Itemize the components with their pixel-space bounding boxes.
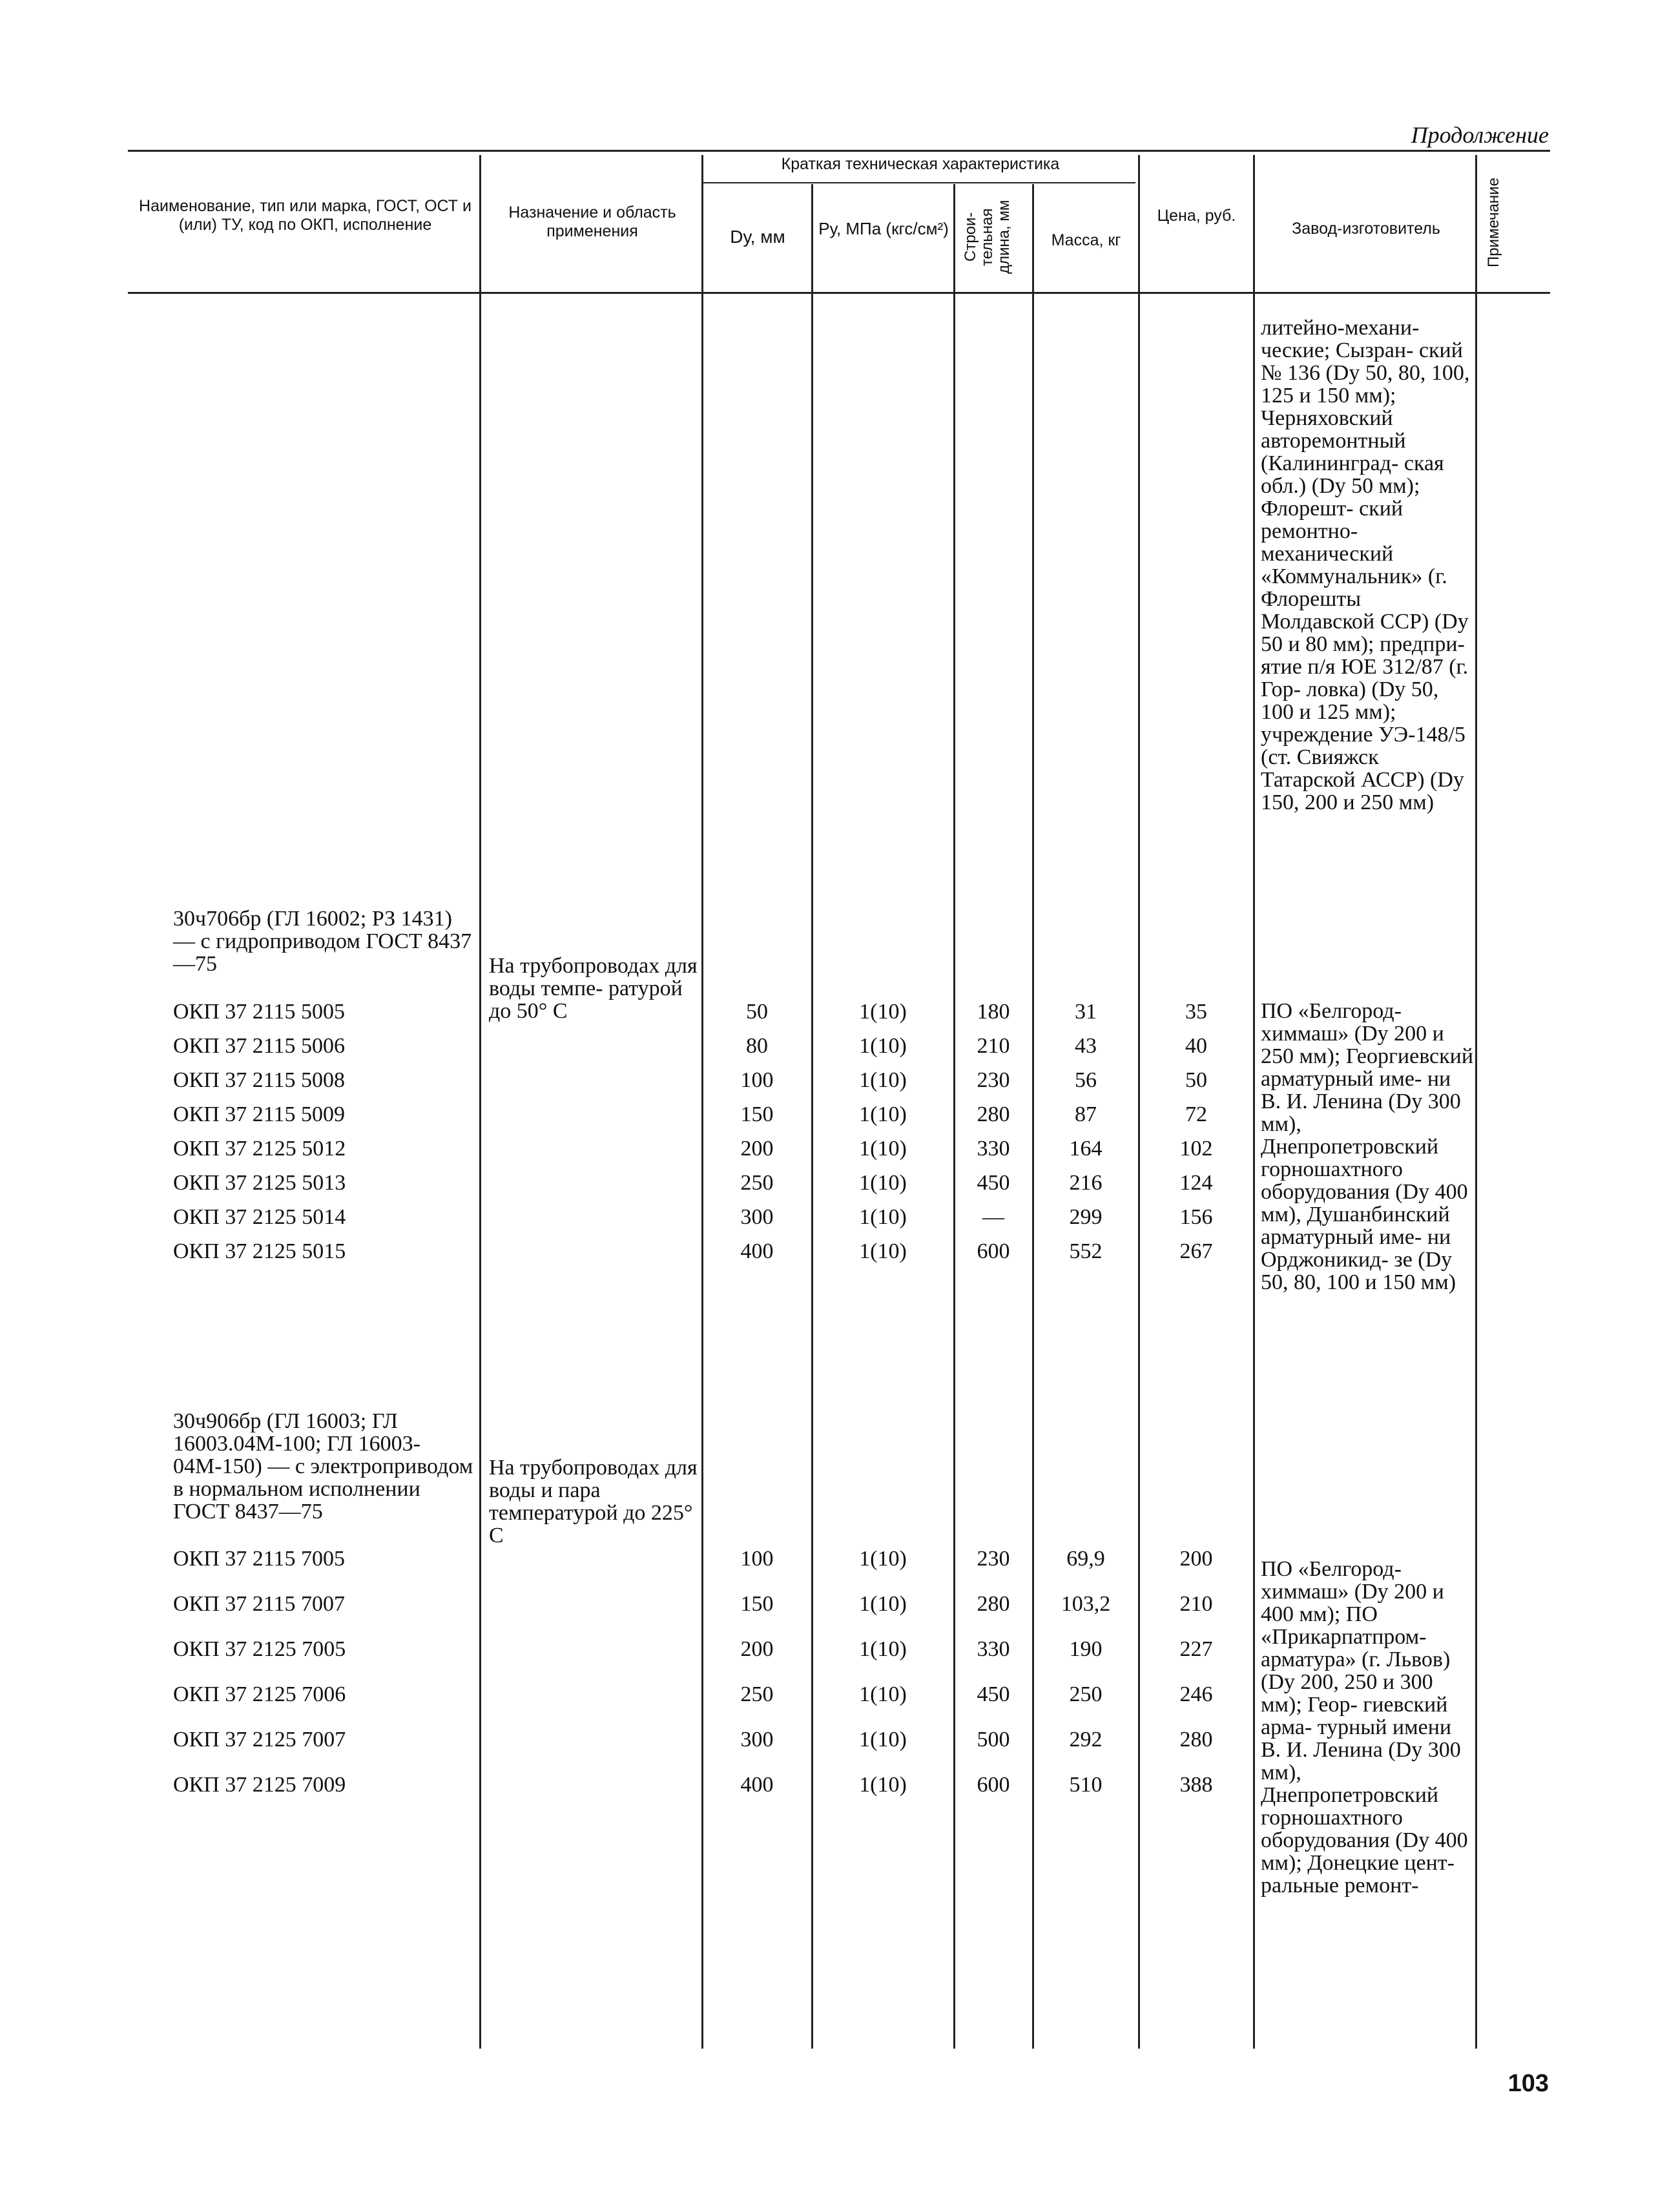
okp-code: ОКП 37 2115 5008 <box>173 1068 346 1092</box>
cell-py: 1(10) <box>859 1239 907 1263</box>
cell-len: 600 <box>977 1773 1010 1797</box>
okp-code: ОКП 37 2125 7009 <box>173 1773 346 1797</box>
cell-py: 1(10) <box>859 1205 907 1229</box>
okp-code: ОКП 37 2115 7005 <box>173 1547 346 1571</box>
header-name: Наименование, тип или марка, ГОСТ, ОСТ и (или) ТУ, код по ОКП, исполнение <box>139 197 471 234</box>
okp-code: ОКП 37 2115 5005 <box>173 1000 346 1024</box>
cell-len: 330 <box>977 1637 1010 1661</box>
cell-len: 330 <box>977 1137 1010 1161</box>
okp-code: ОКП 37 2125 7005 <box>173 1637 346 1661</box>
cell-dy: 250 <box>740 1682 774 1706</box>
cell-dy: 250 <box>740 1171 774 1195</box>
cell-mass: 31 <box>1075 1000 1097 1024</box>
okp-code: ОКП 37 2115 5009 <box>173 1102 346 1126</box>
cell-dy: 150 <box>740 1592 774 1616</box>
header-price: Цена, руб. <box>1157 207 1236 225</box>
cell-dy: 80 <box>746 1034 768 1058</box>
okp-code: ОКП 37 2125 7007 <box>173 1728 346 1752</box>
col-divider-6 <box>1138 155 1140 2049</box>
cell-mass: 250 <box>1069 1682 1103 1706</box>
cell-py: 1(10) <box>859 1773 907 1797</box>
cell-py: 1(10) <box>859 1637 907 1661</box>
cell-dy: 300 <box>740 1205 774 1229</box>
cell-dy: 300 <box>740 1728 774 1752</box>
cell-py: 1(10) <box>859 1171 907 1195</box>
okp-code: ОКП 37 2115 7007 <box>173 1592 346 1616</box>
cell-dy: 400 <box>740 1239 774 1263</box>
cell-py: 1(10) <box>859 1682 907 1706</box>
cell-dy: 100 <box>740 1547 774 1571</box>
header-length: Строи- тельная длина, мм <box>962 200 1013 274</box>
cell-len: 450 <box>977 1171 1010 1195</box>
header-dy: Dу, мм <box>730 227 785 247</box>
col-divider-5 <box>1032 184 1034 2049</box>
okp-code: ОКП 37 2125 5012 <box>173 1137 346 1161</box>
cell-price: 227 <box>1179 1637 1213 1661</box>
cell-dy: 200 <box>740 1137 774 1161</box>
okp-code: ОКП 37 2115 5006 <box>173 1034 346 1058</box>
cell-mass: 510 <box>1069 1773 1103 1797</box>
section1-plant: ПО «Белгород- химмаш» (Dу 200 и 250 мм); Георгиевский арматурный име- ни В. И. Ленина (Dу 300 мм), Днепропетровский горношахтного оборудования (Dу 400 мм), Душанбинский арматурный име- ни Орджоникид- зе (Dу 50, 80, 100 и 150 мм) <box>1261 999 1474 1294</box>
continuation-label: Продолжение <box>1411 122 1549 148</box>
cell-py: 1(10) <box>859 1547 907 1571</box>
header-plant: Завод-изготовитель <box>1292 220 1440 238</box>
okp-code: ОКП 37 2125 5013 <box>173 1171 346 1195</box>
cell-len: 600 <box>977 1239 1010 1263</box>
section1-purpose: На трубопроводах для воды темпе- ратурой до 50° С <box>489 954 698 1023</box>
header-group-title: Краткая техническая характеристика <box>781 155 1060 173</box>
cell-mass: 299 <box>1069 1205 1103 1229</box>
cell-price: 280 <box>1179 1728 1213 1752</box>
header-purpose: Назначение и область применения <box>508 203 676 240</box>
cell-price: 246 <box>1179 1682 1213 1706</box>
cell-dy: 150 <box>740 1102 774 1126</box>
cell-py: 1(10) <box>859 1034 907 1058</box>
group-underline <box>703 182 1135 183</box>
cell-py: 1(10) <box>859 1728 907 1752</box>
cell-len: — <box>982 1205 1004 1229</box>
col-divider-1 <box>479 155 481 2049</box>
cell-py: 1(10) <box>859 1592 907 1616</box>
cell-price: 72 <box>1185 1102 1207 1126</box>
cell-price: 40 <box>1185 1034 1207 1058</box>
cell-mass: 164 <box>1069 1137 1103 1161</box>
cell-len: 280 <box>977 1102 1010 1126</box>
cell-len: 280 <box>977 1592 1010 1616</box>
cell-mass: 190 <box>1069 1637 1103 1661</box>
cell-mass: 69,9 <box>1066 1547 1105 1571</box>
cell-py: 1(10) <box>859 1137 907 1161</box>
cell-mass: 552 <box>1069 1239 1103 1263</box>
cell-py: 1(10) <box>859 1000 907 1024</box>
section1-name: 30ч706бр (ГЛ 16002; РЗ 1431) — с гидроприводом ГОСТ 8437—75 <box>173 907 472 976</box>
cell-dy: 200 <box>740 1637 774 1661</box>
cell-len: 230 <box>977 1068 1010 1092</box>
cell-price: 267 <box>1179 1239 1213 1263</box>
col-divider-4 <box>953 184 955 2049</box>
section2-name: 30ч906бр (ГЛ 16003; ГЛ 16003.04М-100; ГЛ 16003-04М-150) — с электроприводом в нормальном исполнении ГОСТ 8437—75 <box>173 1409 473 1524</box>
cell-mass: 87 <box>1075 1102 1097 1126</box>
cell-price: 210 <box>1179 1592 1213 1616</box>
cell-mass: 103,2 <box>1061 1592 1111 1616</box>
cell-py: 1(10) <box>859 1102 907 1126</box>
header-mass: Масса, кг <box>1051 231 1121 249</box>
table-top-rule <box>128 150 1550 152</box>
cell-py: 1(10) <box>859 1068 907 1092</box>
col-divider-8 <box>1475 155 1477 2049</box>
page-number: 103 <box>1507 2070 1549 2097</box>
cell-dy: 400 <box>740 1773 774 1797</box>
cell-price: 124 <box>1179 1171 1213 1195</box>
okp-code: ОКП 37 2125 7006 <box>173 1682 346 1706</box>
cell-mass: 56 <box>1075 1068 1097 1092</box>
cell-price: 35 <box>1185 1000 1207 1024</box>
col-divider-3 <box>811 184 813 2049</box>
cell-len: 500 <box>977 1728 1010 1752</box>
cell-price: 156 <box>1179 1205 1213 1229</box>
cell-price: 50 <box>1185 1068 1207 1092</box>
col-divider-2 <box>701 155 703 2049</box>
cell-len: 180 <box>977 1000 1010 1024</box>
cell-len: 210 <box>977 1034 1010 1058</box>
section2-purpose: На трубопроводах для воды и пара температурой до 225° С <box>489 1456 698 1547</box>
okp-code: ОКП 37 2125 5014 <box>173 1205 346 1229</box>
section2-plant: ПО «Белгород- химмаш» (Dу 200 и 400 мм); ПО «Прикарпатпром- арматура» (г. Львов) (Dу 200, 250 и 300 мм); Геор- гиевский арма- турный имени В. И. Ленина (Dу 300 мм), Днепропетровский горношахтного оборудования (Dу 400 мм); Донецкие цент- ральные ремонт- <box>1261 1557 1468 1897</box>
okp-code: ОКП 37 2125 5015 <box>173 1239 346 1263</box>
header-py: Pу, МПа (кгс/см²) <box>818 219 949 238</box>
col-divider-7 <box>1253 155 1255 2049</box>
header-bottom-rule <box>128 292 1550 294</box>
cell-mass: 43 <box>1075 1034 1097 1058</box>
cell-price: 200 <box>1179 1547 1213 1571</box>
cell-price: 102 <box>1179 1137 1213 1161</box>
cell-mass: 216 <box>1069 1171 1103 1195</box>
cell-mass: 292 <box>1069 1728 1103 1752</box>
plant-continuation-text: литейно-механи- ческие; Сызран- ский № 136 (Dу 50, 80, 100, 125 и 150 мм); Черняховский авторемонтный (Калининград- ская обл.) (Dу 50 мм); Флорешт- ский ремонтно- механический «Коммунальник» (г. Флорешты Молдавской ССР) (Dу 50 и 80 мм); предпри- ятие п/я ЮЕ 312/87 (г. Гор- ловка) (Dу 50, 100 и 125 мм); учреждение УЭ-148/5 (ст. Свияжск Татарской АССР) (Dу 150, 200 и 250 мм) <box>1261 316 1470 814</box>
cell-len: 450 <box>977 1682 1010 1706</box>
cell-dy: 100 <box>740 1068 774 1092</box>
cell-dy: 50 <box>746 1000 768 1024</box>
header-note: Примечание <box>1485 178 1502 268</box>
cell-len: 230 <box>977 1547 1010 1571</box>
cell-price: 388 <box>1179 1773 1213 1797</box>
